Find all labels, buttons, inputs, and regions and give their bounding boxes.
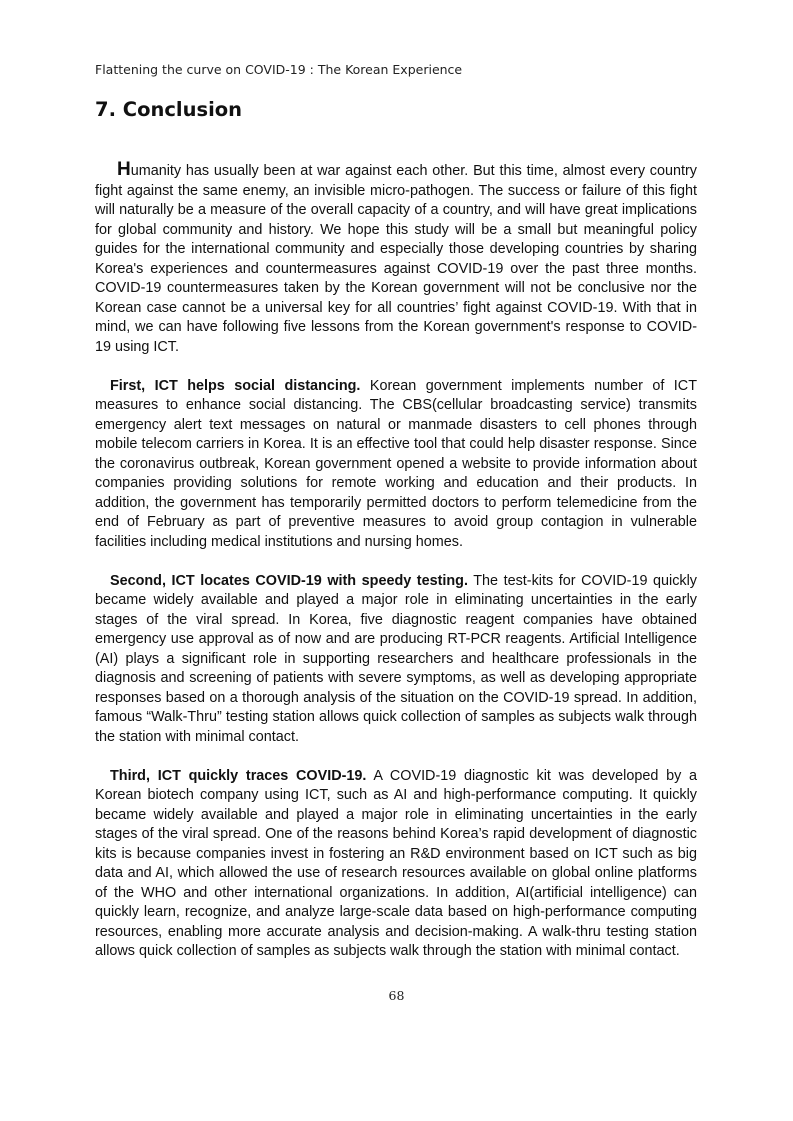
lesson-heading: Second, ICT locates COVID-19 with speedy testing. [110,572,468,589]
drop-cap: H [117,159,131,180]
paragraph-lesson-first [95,377,697,553]
lesson-heading: Third, ICT quickly traces COVID-19. [110,767,367,784]
paragraph-lesson-second [95,572,697,748]
page-number: 68 [388,988,405,1003]
body-text [95,160,697,981]
paragraph-text: Korean government implements number of ICT measures to enhance social distancing. The CBS(cellular broadcasting service) transmits emergency alert text messages on natural or manmade disasters to cell phones through mobile telecom carriers in Korea. It is an effective tool that could help disaster response. Since the coronavirus outbreak, Korean government opened a website to provide information about companies providing solutions for remote working and education and their products. In addition, the government has temporarily permitted doctors to perform telemedicine from the end of February as part of preventive measures to avoid group contagion in vulnerable facilities including medical institutions and nursing homes. [95,377,697,550]
lesson-heading: First, ICT helps social distancing. [110,377,361,394]
running-header: Flattening the curve on COVID-19 : The Korean Experience [95,62,463,77]
paragraph-intro [95,160,697,357]
paragraph-text: A COVID-19 diagnostic kit was developed by a Korean biotech company using ICT, such as AI and high-performance computing. It quickly became widely available and played a major role in eliminating uncertainties in the early stages of the viral spread. One of the reasons behind Korea’s rapid development of diagnostic kits is because companies invest in fostering an R&D environment based on ICT such as big data and AI, which allowed the use of research resources available on global online platforms of the WHO and other international organizations. In addition, AI(artificial intelligence) can quickly learn, recognize, and analyze large-scale data based on high-performance computing resources, enabling more accurate analysis and decision-making. A walk-thru testing station allows quick collection of samples as subjects walk through the station with minimal contact. [95,767,697,959]
paragraph-text: The test-kits for COVID-19 quickly became widely available and played a major role in eliminating uncertainties in the early stages of the viral spread. In Korea, five diagnostic reagent companies have obtained emergency use approval as of now and are producing RT-PCR reagents. Artificial Intelligence (AI) plays a significant role in supporting researchers and healthcare professionals in the diagnosis and screening of patients with severe symptoms, as well as developing appropriate responses based on a thorough analysis of the situation on the COVID-19 spread. In addition, famous “Walk-Thru” testing station allows quick collection of samples as subjects walk through the station with minimal contact. [95,572,697,745]
paragraph-lesson-third [95,767,697,962]
paragraph-text: umanity has usually been at war against each other. But this time, almost every country fight against the same enemy, an invisible micro-pathogen. The success or failure of this fight will naturally be a measure of the overall capacity of a country, and will have great implications for global community and history. We hope this study will be a small but meaningful policy guides for the international community and especially those developing countries by sharing Korea's experiences and countermeasures against COVID-19 over the past three months. COVID-19 countermeasures taken by the Korean government will not be conclusive nor the Korean case cannot be a universal key for all countries’ fight against COVID-19. With that in mind, we can have following five lessons from the Korean government's response to COVID-19 using ICT. [95,163,697,355]
section-title: 7. Conclusion [95,98,243,121]
